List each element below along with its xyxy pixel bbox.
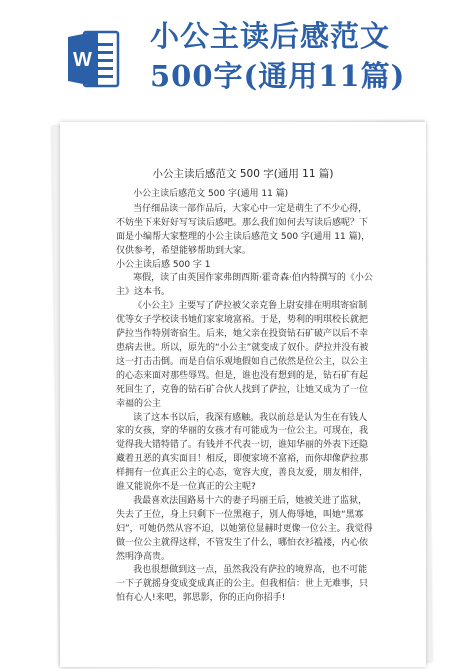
banner-title: [150, 16, 405, 96]
header-banner: [0, 0, 474, 116]
body-paragraph: 读了这本书以后，我深有感触。我以前总是认为生在有钱人家的女孩，穿的华丽的女孩才有可能成为一位公主。可现在，我觉得我大错特错了。有钱并不代表一切，谁知华丽的外表下还隐藏着丑恶的真实面目！相反，即便家境不富裕，而你却像萨拉那样拥有一位真正公主的心态，宽容大度，善良友爱，朋友相伴，谁又能说你不是一位真正的公主呢?: [116, 412, 369, 493]
body-paragraph: 《小公主》主要写了萨拉被父亲克鲁上尉安排在明琪寄宿制优等女子学校读书她们家家境富裕。于是，势利的明琪校长就把萨拉当作特别寄宿生。后来，她父亲在投资钻石矿破产以后不幸患病去世。所以，原先的“小公主”就变成了奴仆。萨拉并没有被这一打击击倒。而是自信乐观地假如自己依然是位公主，以公主的心态来面对那些辱骂。但是，谁也没有想到的是，钻石矿有起死回生了，克鲁的钻石矿合伙人找到了萨拉，让她又成为了一位幸福的公主: [116, 301, 369, 409]
word-document-icon: [68, 28, 120, 90]
document-subtitle: 小公主读后感范文 500 字(通用 11 篇): [133, 189, 289, 199]
document-page: [60, 122, 426, 667]
document-title: 小公主读后感范文 500 字(通用 11 篇): [152, 168, 334, 180]
banner-title-line-1: 小公主读后感范文: [150, 19, 391, 53]
body-paragraph: 寒假，读了由英国作家弗朗西斯·霍奇森·伯内特撰写的《小公主》这本书。: [116, 273, 373, 298]
section-heading: 小公主读后感 500 字 1: [116, 259, 211, 270]
intro-paragraph: 当仔细品读一部作品后，大家心中一定是萌生了不少心得，不妨坐下来好好写写读后感吧。那么我们如何去写读后感呢？下面是小编帮大家整理的小公主读后感范文 500 字(通用 11 篇)，仅供参考，希望能够帮助到大家。: [116, 203, 371, 256]
document-body: [116, 188, 374, 606]
svg-text:W: W: [73, 49, 92, 71]
body-paragraph: 我也很想做到这一点，虽然我没有萨拉的境界高，也不可能一下子就摇身变成变成真正的公主。但我相信：世上无难事，只怕有心人!来吧，郭思影，你的正向你招手!: [116, 565, 369, 604]
banner-title-line-2: 500字(通用11篇): [150, 59, 406, 93]
body-paragraph: 我最喜欢法国路易十六的妻子玛丽王后，她被关进了监狱，失去了王位，身上只剩下一位黑袍子，别人侮辱她，叫她“黑寡妇”，可她仍然从容不迫，以她第位显赫时更像一位公主。我觉得做一位公主就得这样，不管发生了什么，哪怕衣衫褴褛，内心依然明净高贵。: [116, 495, 373, 562]
